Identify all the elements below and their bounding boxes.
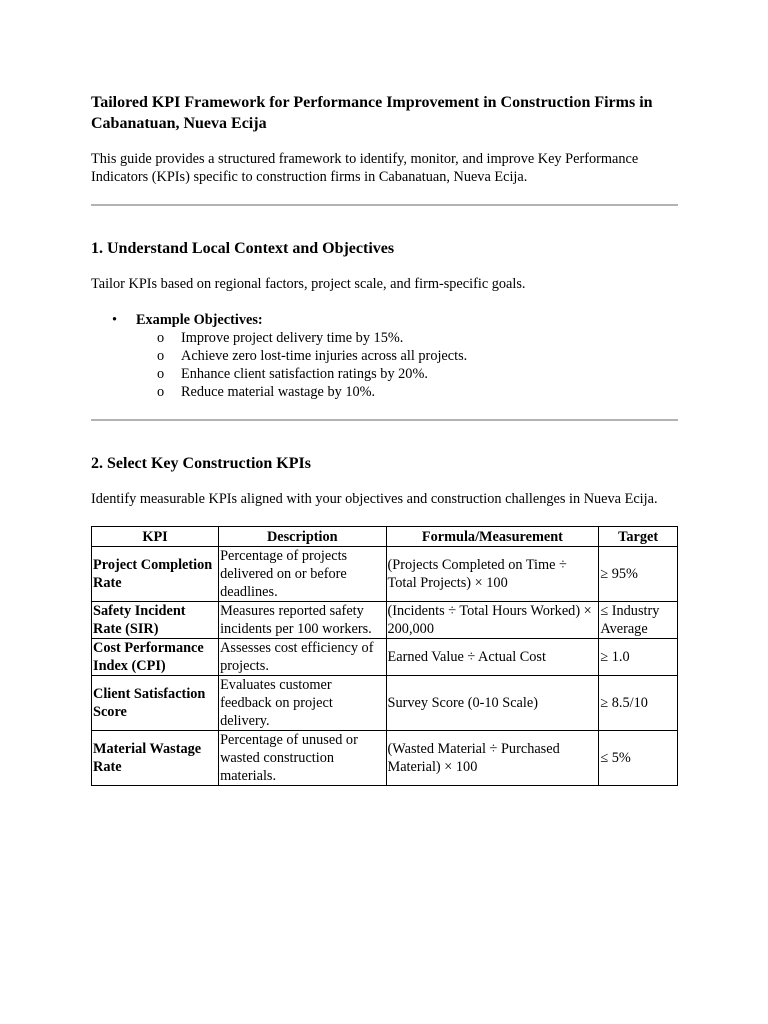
objectives-sublist [136,329,678,401]
document-title: Tailored KPI Framework for Performance Improvement in Construction Firms in Cabanatuan, Nueva Ecija [91,94,653,132]
target-cell: ≤ Industry Average [599,602,678,639]
section-divider [91,204,678,206]
objective-item [157,365,678,383]
formula-cell: (Incidents ÷ Total Hours Worked) × 200,000 [386,602,599,639]
table-row [92,639,678,676]
table-row [92,602,678,639]
description-cell: Percentage of projects delivered on or before deadlines. [219,547,386,602]
section-1-heading: 1. Understand Local Context and Objectives [91,240,395,257]
objective-text: Reduce material wastage by 10%. [181,384,376,400]
formula-cell: Survey Score (0-10 Scale) [386,676,599,731]
kpi-cell: Project Completion Rate [92,547,219,602]
section-2-heading: 2. Select Key Construction KPIs [91,455,311,472]
column-header-description: Description [219,527,386,547]
target-cell: ≥ 95% [599,547,678,602]
section-2-text: Identify measurable KPIs aligned with your objectives and construction challenges in Nueva Ecija. [91,491,658,507]
target-cell: ≥ 8.5/10 [599,676,678,731]
description-cell: Assesses cost efficiency of projects. [219,639,386,676]
table-header-row [92,527,678,547]
formula-cell: Earned Value ÷ Actual Cost [386,639,599,676]
description-cell: Evaluates customer feedback on project delivery. [219,676,386,731]
objective-item [157,347,678,365]
objective-item [157,383,678,401]
bullet-label: Example Objectives: [136,312,263,328]
kpi-cell: Client Satisfaction Score [92,676,219,731]
objective-text: Achieve zero lost-time injuries across all projects. [181,348,468,364]
sub-bullet-icon: o [157,348,165,364]
kpi-cell: Safety Incident Rate (SIR) [92,602,219,639]
sub-bullet-icon: o [157,366,165,382]
target-cell: ≥ 1.0 [599,639,678,676]
table-row [92,731,678,786]
description-cell: Percentage of unused or wasted construction materials. [219,731,386,786]
column-header-target: Target [599,527,678,547]
intro-paragraph: This guide provides a structured framework to identify, monitor, and improve Key Performance Indicators (KPIs) specific to construction firms in Cabanatuan, Nueva Ecija. [91,151,639,185]
bullet-icon: • [112,312,118,328]
column-header-kpi: KPI [92,527,219,547]
sub-bullet-icon: o [157,384,165,400]
sub-bullet-icon: o [157,330,165,346]
target-cell: ≤ 5% [599,731,678,786]
formula-cell: (Projects Completed on Time ÷ Total Projects) × 100 [386,547,599,602]
list-item [112,311,678,401]
section-1-text: Tailor KPIs based on regional factors, project scale, and firm-specific goals. [91,276,526,292]
objectives-list [91,311,678,401]
kpi-table [91,526,678,786]
table-row [92,676,678,731]
kpi-cell: Cost Performance Index (CPI) [92,639,219,676]
column-header-formula: Formula/Measurement [386,527,599,547]
objective-text: Enhance client satisfaction ratings by 20%. [181,366,428,382]
objective-text: Improve project delivery time by 15%. [181,330,404,346]
section-divider [91,419,678,421]
formula-cell: (Wasted Material ÷ Purchased Material) × 100 [386,731,599,786]
description-cell: Measures reported safety incidents per 100 workers. [219,602,386,639]
kpi-cell: Material Wastage Rate [92,731,219,786]
objective-item [157,329,678,347]
table-row [92,547,678,602]
